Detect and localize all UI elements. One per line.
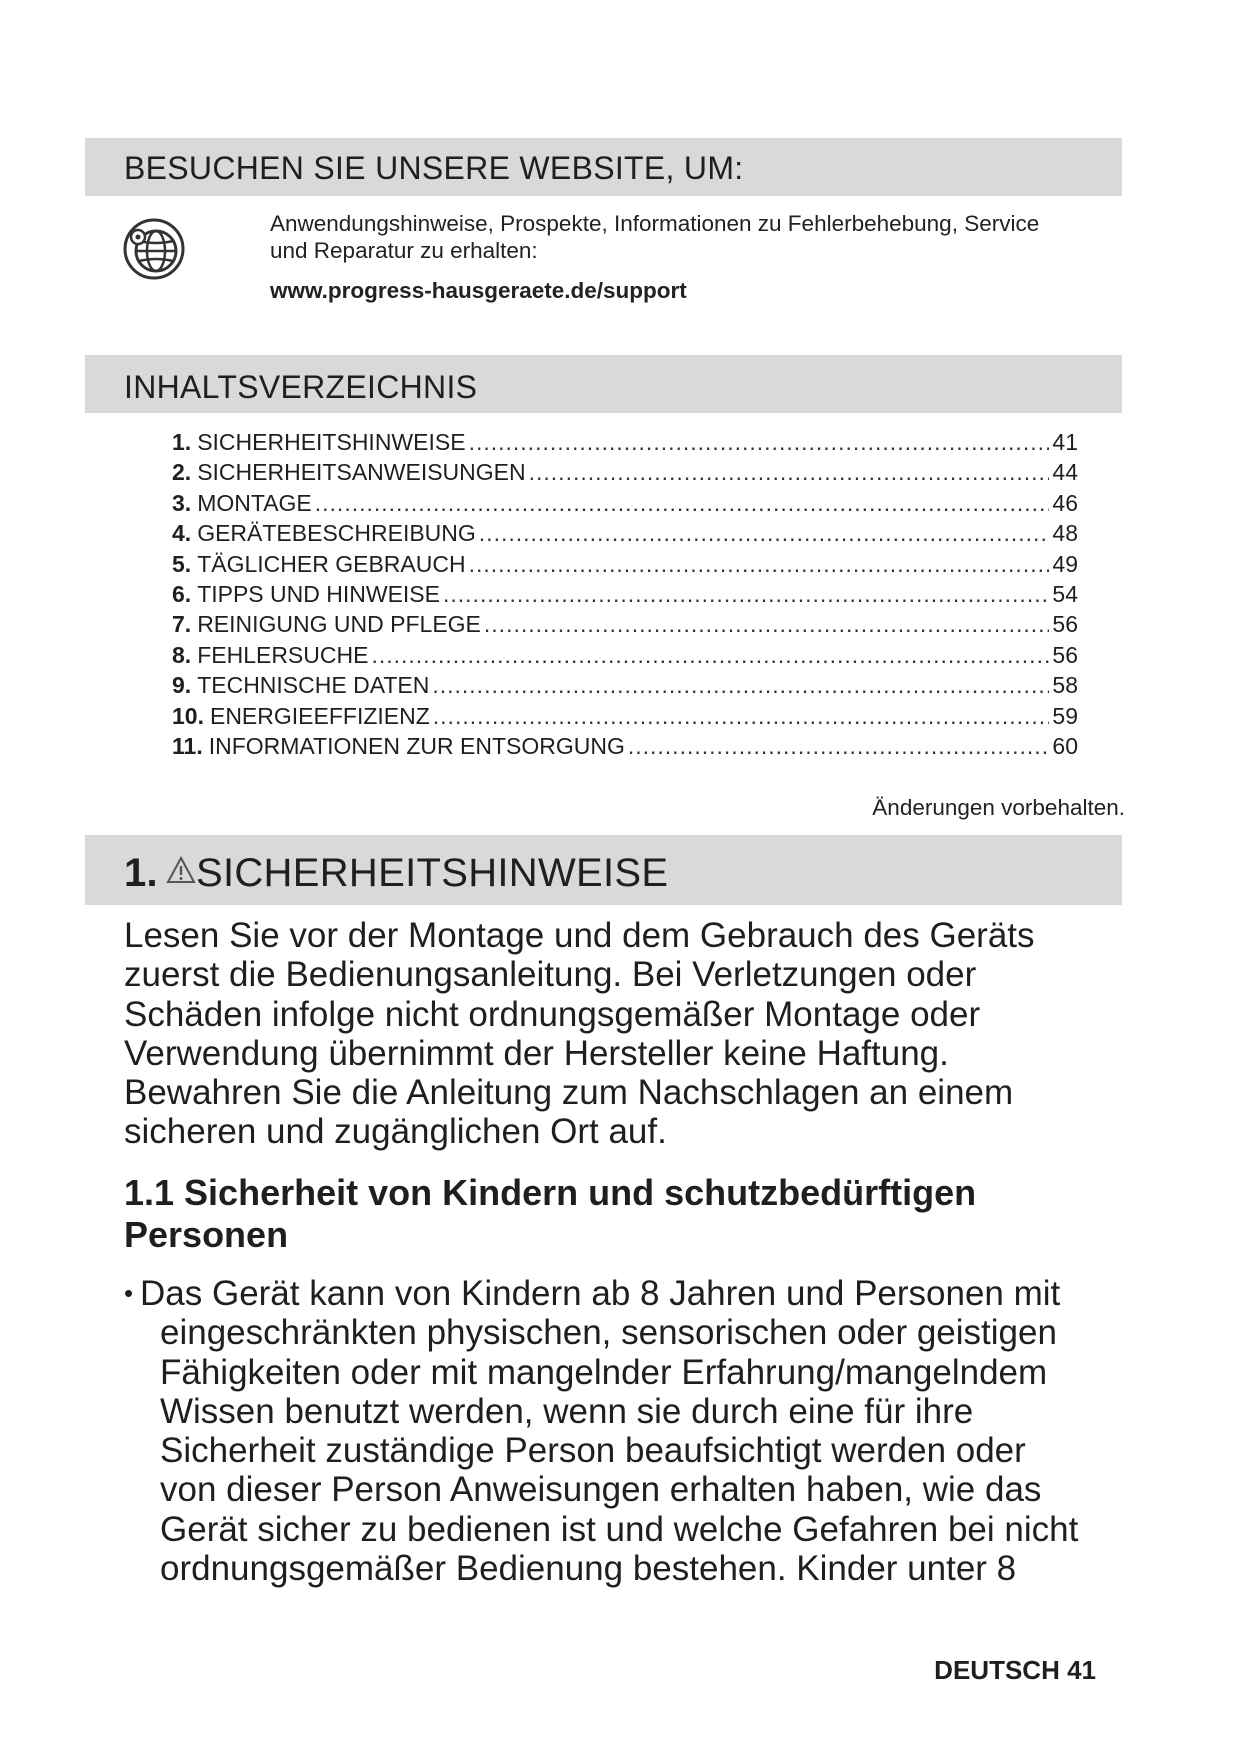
toc-item[interactable] [172,611,1078,641]
toc-item-label: TÄGLICHER GEBRAUCH [197,550,466,577]
toc-leader-dots [432,672,1049,699]
toc-item-page: 49 [1052,550,1078,577]
toc-item[interactable] [172,459,1078,489]
bullet-line: Fähigkeiten oder mit mangelnder Erfahrung/mangelndem [160,1352,1048,1392]
website-description [270,210,1110,264]
table-of-contents [172,429,1078,763]
bullet-line: Sicherheit zuständige Person beaufsichtigt werden oder [160,1431,1026,1471]
toc-item-number: 7. [172,611,192,638]
toc-item-page: 58 [1052,672,1078,699]
toc-item-page: 56 [1052,611,1078,638]
toc-leader-dots [469,551,1050,578]
toc-item-label: TECHNISCHE DATEN [197,672,430,699]
toc-item[interactable] [172,733,1078,763]
toc-item[interactable] [172,429,1078,459]
toc-item[interactable] [172,551,1078,581]
toc-item-page: 60 [1052,732,1078,759]
page-footer: DEUTSCH 41 [934,1655,1096,1685]
bullet-line: Das Gerät kann von Kindern ab 8 Jahren und Personen mit [140,1274,1061,1313]
bullet-line: eingeschränkten physischen, sensorischen oder geistigen [160,1313,1057,1353]
toc-header-band [85,355,1122,413]
toc-leader-dots [443,581,1049,608]
website-description-line: und Reparatur zu erhalten: [270,238,538,263]
bullet-marker: • [124,1278,134,1308]
toc-item-page: 41 [1052,429,1078,455]
website-description-line: Anwendungshinweise, Prospekte, Informationen zu Fehlerbehebung, Service [270,211,1040,236]
toc-leader-dots [469,429,1050,456]
toc-leader-dots [484,611,1050,638]
toc-item[interactable] [172,581,1078,611]
toc-item-number: 8. [172,641,192,668]
toc-item[interactable] [172,703,1078,733]
bullet-line: Gerät sicher zu bedienen ist und welche Gefahren bei nicht [160,1509,1079,1549]
toc-item[interactable] [172,520,1078,550]
toc-item-label: FEHLERSUCHE [197,641,369,668]
bullet-line: Wissen benutzt werden, wenn sie durch eine für ihre [160,1391,974,1431]
toc-item-label: TIPPS UND HINWEISE [197,580,440,607]
section-number: 1. [124,851,158,895]
changes-reserved-note: Änderungen vorbehalten. [872,795,1125,820]
website-header-title: BESUCHEN SIE UNSERE WEBSITE, UM: [124,150,744,186]
bullet-line: von dieser Person Anweisungen erhalten haben, wie das [160,1470,1042,1510]
toc-item-label: SICHERHEITSANWEISUNGEN [197,459,526,486]
toc-item-label: SICHERHEITSHINWEISE [197,429,466,455]
subsection-heading [124,1172,1104,1256]
intro-line: sicheren und zugänglichen Ort auf. [124,1112,667,1152]
toc-leader-dots [433,703,1050,730]
toc-item-number: 1. [172,429,192,455]
section-header-band [85,835,1122,905]
toc-item-page: 54 [1052,580,1078,607]
toc-item-number: 11. [172,732,203,759]
toc-item-number: 2. [172,459,192,486]
intro-line: Bewahren Sie die Anleitung zum Nachschlagen an einem [124,1073,1014,1113]
intro-line: Verwendung übernimmt der Hersteller keine Haftung. [124,1033,949,1073]
toc-item-number: 5. [172,550,192,577]
toc-item-number: 4. [172,520,192,547]
bullet-item [124,1274,1124,1588]
section-title-text: SICHERHEITSHINWEISE [195,851,669,895]
support-url-link[interactable]: www.progress-hausgeraete.de/support [270,278,687,303]
toc-leader-dots [479,520,1050,547]
toc-item[interactable] [172,490,1078,520]
toc-leader-dots [529,459,1050,486]
subsection-heading-line: 1.1 Sicherheit von Kindern und schutzbedürftigen [124,1172,977,1213]
intro-line: zuerst die Bedienungsanleitung. Bei Verletzungen oder [124,955,977,995]
toc-item-label: INFORMATIONEN ZUR ENTSORGUNG [208,732,625,759]
toc-leader-dots [628,733,1050,760]
toc-item-number: 3. [172,489,192,516]
subsection-heading-line: Personen [124,1214,289,1255]
toc-item-label: GERÄTEBESCHREIBUNG [197,520,476,547]
toc-item-label: MONTAGE [197,489,312,516]
toc-leader-dots [315,490,1050,517]
toc-item-label: ENERGIEEFFIZIENZ [209,702,430,729]
toc-item-number: 6. [172,580,192,607]
globe-icon [122,217,186,281]
website-header-band [85,138,1122,196]
toc-item-page: 56 [1052,641,1078,668]
toc-item-page: 44 [1052,459,1078,486]
toc-item-label: REINIGUNG UND PFLEGE [197,611,481,638]
section-title [124,849,668,896]
toc-item-page: 48 [1052,520,1078,547]
toc-item[interactable] [172,672,1078,702]
toc-item-page: 59 [1052,702,1078,729]
toc-item-page: 46 [1052,489,1078,516]
intro-line: Schäden infolge nicht ordnungsgemäßer Montage oder [124,994,981,1034]
toc-item-number: 10. [172,702,204,729]
warning-triangle-icon [166,849,196,877]
intro-paragraph [124,916,1104,1152]
toc-item-number: 9. [172,672,192,699]
toc-leader-dots [371,642,1049,669]
bullet-line: ordnungsgemäßer Bedienung bestehen. Kinder unter 8 [160,1549,1017,1589]
toc-title: INHALTSVERZEICHNIS [124,369,478,405]
toc-item[interactable] [172,642,1078,672]
intro-line: Lesen Sie vor der Montage und dem Gebrauch des Geräts [124,916,1035,955]
